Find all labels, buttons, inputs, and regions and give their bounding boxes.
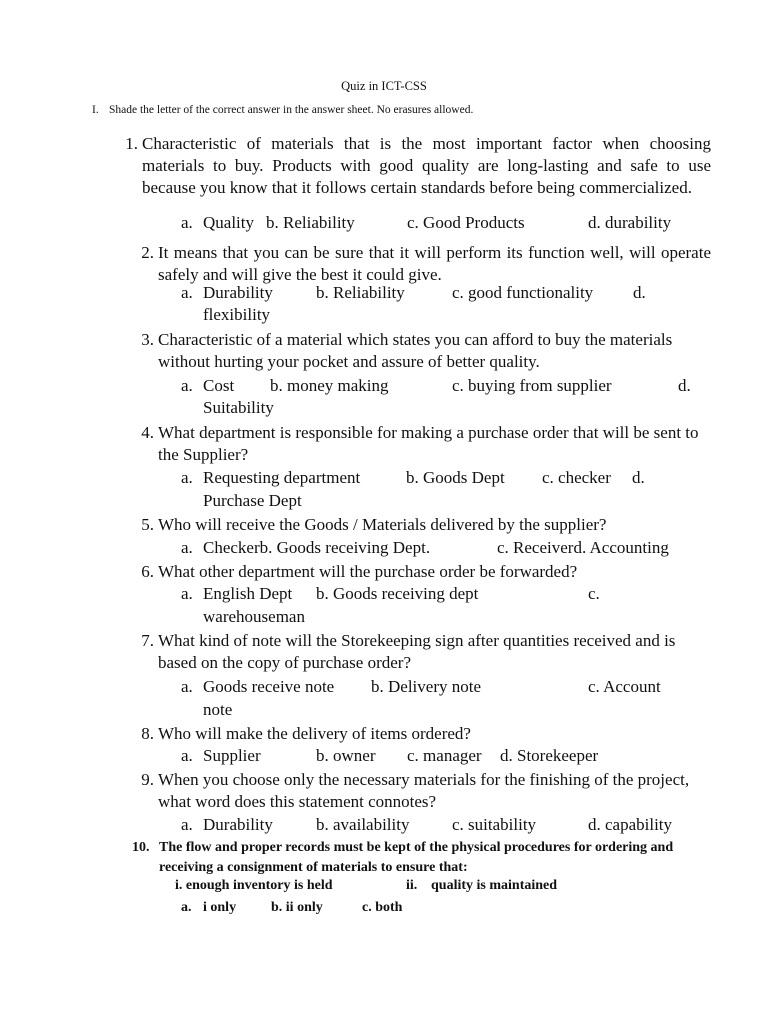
q3-option-d: Suitability (203, 398, 274, 417)
q10-option-c: c. both (362, 900, 403, 915)
q4-option-d: Purchase Dept (203, 491, 302, 510)
q10-subitem-ii-numeral: ii. (406, 878, 418, 893)
question-6-text: What other department will the purchase order be forwarded? (158, 562, 578, 581)
question-3-number: 3. (141, 330, 154, 349)
question-9-text: When you choose only the necessary materials for the finishing of the project, what word does this statement connotes? (158, 770, 690, 811)
q4-option-a: Requesting department (203, 468, 361, 487)
question-9-number: 9. (141, 770, 154, 789)
q3-option-a: Cost (203, 376, 235, 395)
q7-option-a: Goods receive note (203, 677, 335, 696)
q9-option-d: d. capability (588, 815, 673, 834)
q5-option-a-letter: a. (181, 538, 193, 557)
q1-option-a-letter: a. (181, 213, 193, 232)
q6-option-a: English Dept (203, 584, 293, 603)
question-10-text: The flow and proper records must be kept of the physical procedures for ordering and receiving a consignment of materials to ensure that: (159, 840, 674, 875)
question-7-text: What kind of note will the Storekeeping sign after quantities received and is based on the copy of purchase order? (158, 631, 676, 672)
q1-option-d: d. durability (588, 213, 672, 232)
q7-option-a-letter: a. (181, 677, 193, 696)
q4-option-b: b. Goods Dept (406, 468, 505, 487)
q2-option-a-letter: a. (181, 283, 193, 302)
q5-option-cd: c. Receiverd. Accounting (497, 538, 669, 557)
q6-option-c-letter: c. (588, 584, 600, 603)
question-10-number: 10. (132, 840, 150, 855)
question-8-number: 8. (141, 724, 154, 743)
question-6-number: 6. (141, 562, 154, 581)
quiz-title: Quiz in ICT-CSS (341, 79, 427, 93)
q7-option-c-cont: note (203, 700, 233, 719)
q9-option-a: Durability (203, 815, 273, 834)
q2-option-d-letter: d. (633, 283, 646, 302)
q7-option-c: c. Account (588, 677, 661, 696)
q6-option-c: warehouseman (203, 607, 305, 626)
q5-option-ab: Checkerb. Goods receiving Dept. (203, 538, 431, 557)
question-4-number: 4. (141, 423, 154, 442)
q3-option-a-letter: a. (181, 376, 193, 395)
q6-option-a-letter: a. (181, 584, 193, 603)
q2-option-d: flexibility (203, 305, 271, 324)
q10-subitem-i: i. enough inventory is held (175, 878, 333, 893)
q2-option-c: c. good functionality (452, 283, 594, 302)
q1-option-a: Quality (203, 213, 254, 232)
q8-option-c: c. manager (407, 746, 482, 765)
q10-subitem-ii: quality is maintained (431, 878, 558, 893)
q9-option-b: b. availability (316, 815, 410, 834)
question-7-number: 7. (141, 631, 154, 650)
instruction-numeral: I. (92, 104, 99, 116)
q3-option-d-letter: d. (678, 376, 691, 395)
q10-option-a: i only (203, 900, 237, 915)
q7-option-b: b. Delivery note (371, 677, 481, 696)
q2-option-a: Durability (203, 283, 273, 302)
q10-option-b: b. ii only (271, 900, 323, 915)
q4-option-a-letter: a. (181, 468, 193, 487)
q4-option-d-letter: d. (632, 468, 645, 487)
q9-option-c: c. suitability (452, 815, 537, 834)
q8-option-b: b. owner (316, 746, 376, 765)
instruction-text: Shade the letter of the correct answer in the answer sheet. No erasures allowed. (109, 104, 474, 116)
q8-option-a: Supplier (203, 746, 261, 765)
question-1-number: 1. (125, 134, 138, 153)
q9-option-a-letter: a. (181, 815, 193, 834)
question-1-text: Characteristic of materials that is the most important factor when choosing materials to buy. Products with good quality are long-lasting and safe to use because you know that it follows certain standards before being commercialized. (142, 134, 711, 197)
q8-option-d: d. Storekeeper (500, 746, 599, 765)
q10-option-a-letter: a. (181, 900, 192, 915)
q6-option-b: b. Goods receiving dept (316, 584, 479, 603)
question-2-number: 2. (141, 243, 154, 262)
question-2-text: It means that you can be sure that it will perform its function well, will operate safely and will give the best it could give. (158, 243, 711, 284)
q3-option-c: c. buying from supplier (452, 376, 612, 395)
question-8-text: Who will make the delivery of items ordered? (158, 724, 471, 743)
q3-option-b: b. money making (270, 376, 389, 395)
q2-option-b: b. Reliability (316, 283, 405, 302)
q1-option-b: b. Reliability (266, 213, 355, 232)
q1-option-c: c. Good Products (407, 213, 525, 232)
q8-option-a-letter: a. (181, 746, 193, 765)
q4-option-c: c. checker (542, 468, 611, 487)
question-5-text: Who will receive the Goods / Materials delivered by the supplier? (158, 515, 607, 534)
question-3-text: Characteristic of a material which states you can afford to buy the materials without hurting your pocket and assure of better quality. (158, 330, 673, 371)
question-5-number: 5. (141, 515, 154, 534)
question-4-text: What department is responsible for making a purchase order that will be sent to the Supplier? (158, 423, 699, 464)
